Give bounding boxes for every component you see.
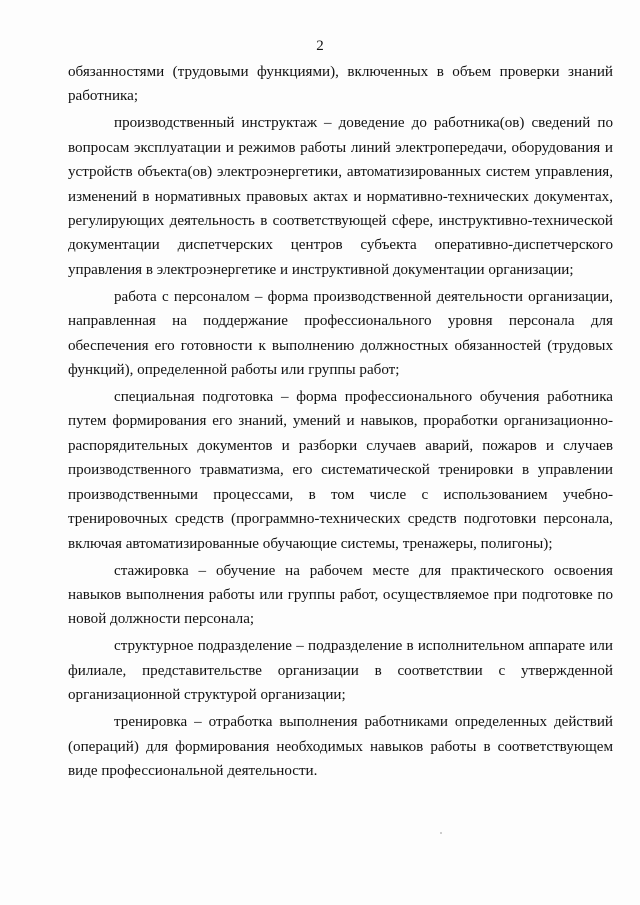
document-body bbox=[68, 60, 613, 783]
paragraph-special-training: специальная подготовка – форма профессионального обучения работника путем формирования его знаний, умений и навыков, проработки организационно-распорядительных документов и разборки случаев аварий, пожаров и случаев производственного травматизма, его систематической тренировки в управлении производственными процессами, в том числе с использованием учебно-тренировочных средств (программно-технических средств подготовки персонала, включая автоматизированные обучающие системы, тренажеры, полигоны); bbox=[68, 389, 613, 552]
page-number: 2 bbox=[316, 38, 324, 54]
paragraph-work-with-personnel: работа с персоналом – форма производственной деятельности организации, направленная на поддержание профессионального уровня персонала для обеспечения его готовности к выполнению должностных обязанностей (трудовых функций), определенной работы или группы работ; bbox=[68, 288, 613, 379]
paragraph-production-briefing: производственный инструктаж – доведение до работника(ов) сведений по вопросам эксплуатации и режимов работы линий электропередачи, оборудования и устройств объекта(ов) электроэнергетики, автоматизированных систем управления, изменений в нормативных правовых актах и нормативно-технических документах, регулирующих деятельность в соответствующей сфере, инструктивно-технической документации диспетчерских центров субъекта оперативно-диспетчерского управления в электроэнергетике и инструктивной документации организации; bbox=[68, 115, 613, 278]
scan-speck bbox=[440, 832, 442, 834]
paragraph-internship: стажировка – обучение на рабочем месте для практического освоения навыков выполнения работы или группы работ, осуществляемое при подготовке по новой должности персонала; bbox=[68, 562, 613, 628]
paragraph-drill: тренировка – отработка выполнения работниками определенных действий (операций) для формирования необходимых навыков работы в соответствующем виде профессиональной деятельности. bbox=[68, 714, 613, 779]
paragraph-continuation: обязанностями (трудовыми функциями), включенных в объем проверки знаний работника; bbox=[68, 64, 613, 105]
paragraph-structural-unit: структурное подразделение – подразделение в исполнительном аппарате или филиале, представительстве организации в соответствии с утвержденной организационной структурой организации; bbox=[68, 638, 613, 704]
